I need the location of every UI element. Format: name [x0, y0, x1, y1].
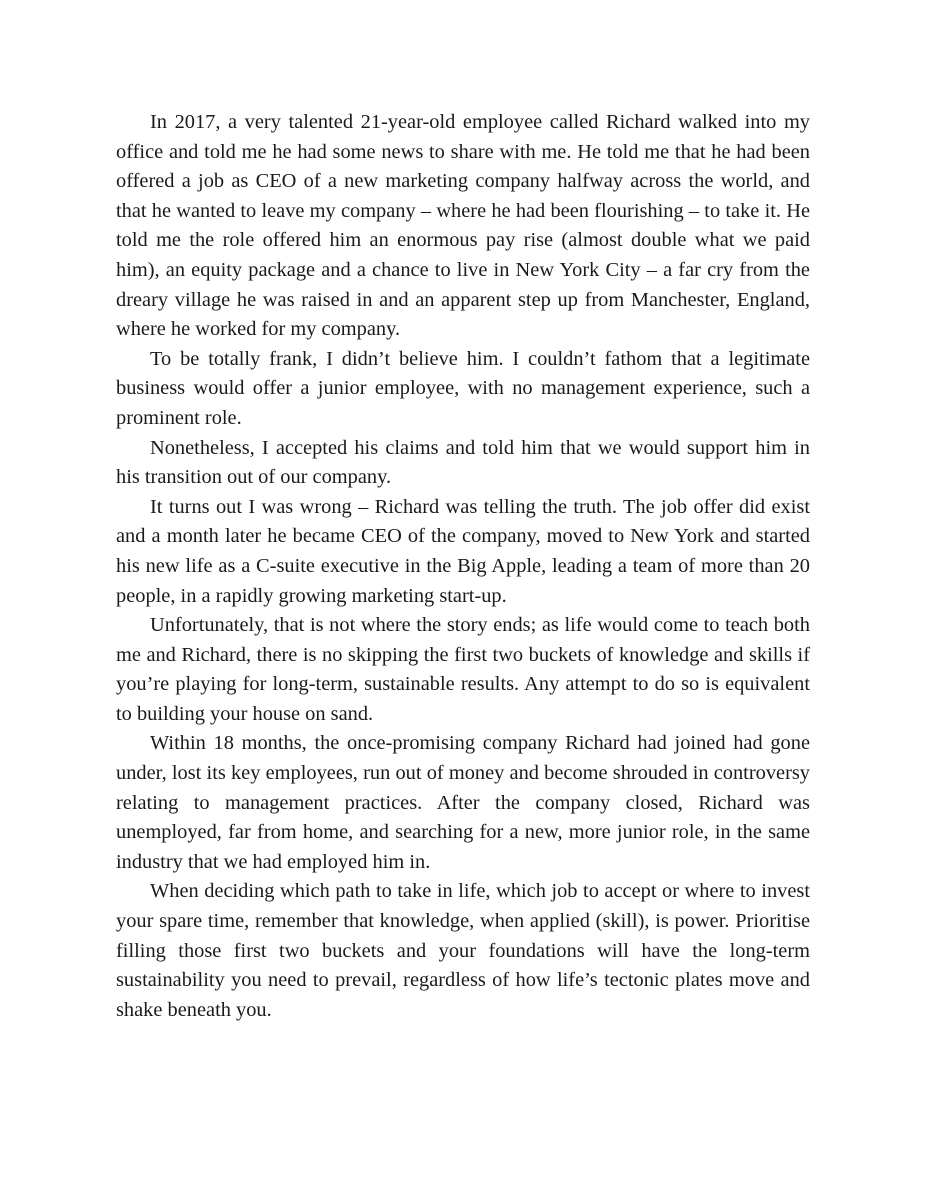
paragraph-3: Nonetheless, I accepted his claims and told him that we would support him in his transition out of our company. — [116, 436, 810, 489]
paragraph-1: In 2017, a very talented 21-year-old employee called Richard walked into my office and told me he had some news to share with me. He told me that he had been offered a job as CEO of a new marketing company halfway across the world, and that he wanted to leave my company – where he had been flourishing – to take it. He told me the role offered him an enormous pay rise (almost double what we paid him), an equity package and a chance to live in New York City – a far cry from the dreary village he was raised in and an apparent step up from Manchester, England, where he worked for my company. — [116, 111, 810, 341]
paragraph-7: When deciding which path to take in life, which job to accept or where to invest your spare time, remember that knowledge, when applied (skill), is power. Prioritise filling those first two buckets and your foundations will have the long-term sustainability you need to prevail, regardless of how life’s tectonic plates move and shake beneath you. — [116, 880, 810, 1021]
paragraph-6: Within 18 months, the once-promising company Richard had joined had gone under, lost its key employees, run out of money and become shrouded in controversy relating to management practices. After the company closed, Richard was unemployed, far from home, and searching for a new, more junior role, in the same industry that we had employed him in. — [116, 732, 810, 873]
paragraph-2: To be totally frank, I didn’t believe him. I couldn’t fathom that a legitimate business would offer a junior employee, with no management experience, such a prominent role. — [116, 347, 810, 429]
body-text — [116, 108, 810, 1025]
paragraph-5: Unfortunately, that is not where the story ends; as life would come to teach both me and Richard, there is no skipping the first two buckets of knowledge and skills if you’re playing for long-term, sustainable results. Any attempt to do so is equivalent to building your house on sand. — [116, 614, 810, 725]
paragraph-4: It turns out I was wrong – Richard was telling the truth. The job offer did exist and a month later he became CEO of the company, moved to New York and started his new life as a C-suite executive in the Big Apple, leading a team of more than 20 people, in a rapidly growing marketing start-up. — [116, 495, 810, 607]
